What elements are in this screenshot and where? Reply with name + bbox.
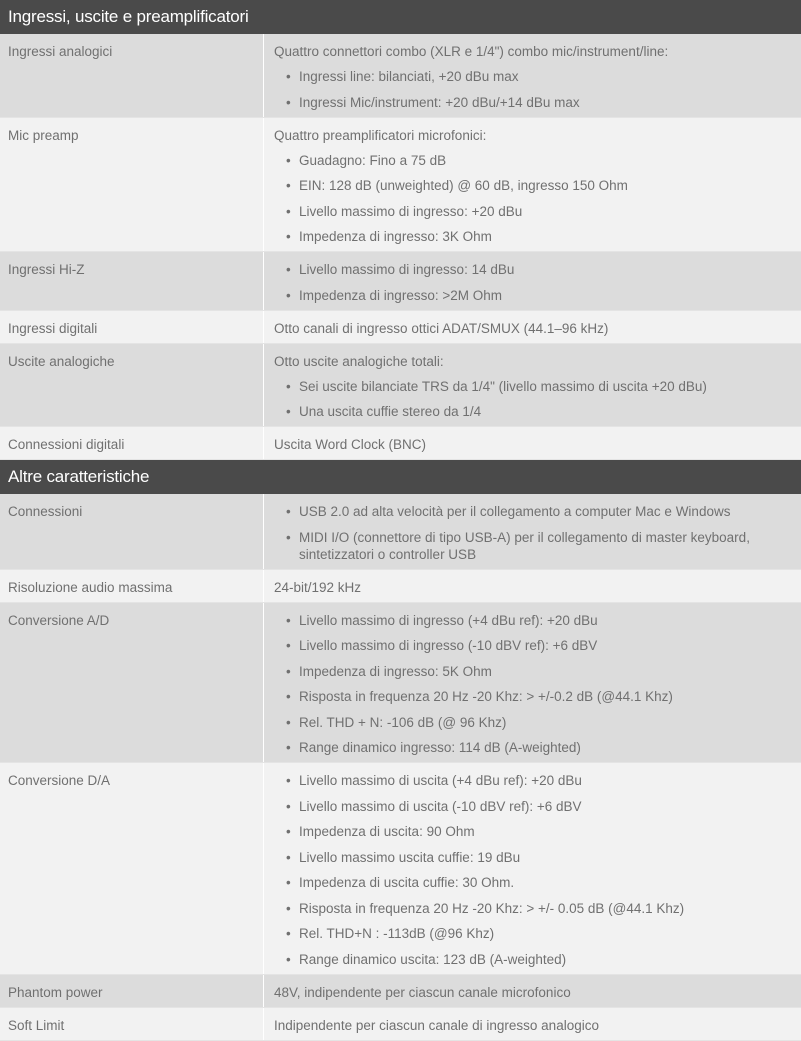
list-item-text: Impedenza di uscita: 90 Ohm bbox=[299, 824, 475, 839]
list-item-text: Livello massimo di uscita (+4 dBu ref): +20 dBu bbox=[299, 773, 582, 788]
bullet-icon: • bbox=[286, 849, 291, 865]
spec-list bbox=[274, 261, 793, 304]
bullet-icon: • bbox=[286, 378, 291, 394]
spec-row bbox=[0, 344, 801, 428]
spec-list bbox=[274, 612, 793, 757]
list-item bbox=[274, 261, 793, 278]
spec-label: Ingressi Hi-Z bbox=[0, 252, 264, 310]
spec-row bbox=[0, 763, 801, 975]
bullet-icon: • bbox=[286, 504, 291, 519]
bullet-icon: • bbox=[286, 69, 291, 84]
list-item-text: USB 2.0 ad alta velocità per il collegamento a computer Mac e Windows bbox=[299, 504, 731, 519]
bullet-icon: • bbox=[286, 203, 291, 219]
list-item-text: Guadagno: Fino a 75 dB bbox=[299, 152, 447, 168]
spec-row bbox=[0, 118, 801, 253]
spec-list bbox=[274, 503, 793, 563]
spec-list bbox=[274, 68, 793, 111]
spec-intro: 24-bit/192 kHz bbox=[274, 579, 362, 595]
list-item-text: Range dinamico ingresso: 114 dB (A-weighted) bbox=[299, 740, 581, 755]
section-header: Ingressi, uscite e preamplificatori bbox=[0, 0, 801, 34]
bullet-icon: • bbox=[286, 663, 291, 679]
list-item bbox=[274, 177, 793, 194]
spec-label: Conversione A/D bbox=[0, 603, 264, 763]
list-item-text: Livello massimo di ingresso: +20 dBu bbox=[299, 203, 523, 219]
list-item bbox=[274, 663, 793, 680]
spec-value bbox=[264, 603, 801, 763]
spec-label: Risoluzione audio massima bbox=[0, 570, 264, 602]
spec-value bbox=[264, 494, 801, 569]
spec-value bbox=[264, 570, 801, 602]
spec-list bbox=[274, 378, 793, 421]
list-item bbox=[274, 849, 793, 866]
spec-label: Conversione D/A bbox=[0, 763, 264, 974]
list-item-text: Livello massimo uscita cuffie: 19 dBu bbox=[299, 849, 521, 865]
list-item bbox=[274, 739, 793, 756]
bullet-icon: • bbox=[286, 951, 291, 967]
list-item-text: Una uscita cuffie stereo da 1/4 bbox=[299, 404, 482, 419]
spec-label: Soft Limit bbox=[0, 1008, 264, 1040]
spec-label: Connessioni digitali bbox=[0, 427, 264, 459]
spec-label: Connessioni bbox=[0, 494, 264, 569]
spec-value bbox=[264, 763, 801, 974]
spec-row bbox=[0, 427, 801, 460]
bullet-icon: • bbox=[286, 94, 291, 110]
list-item-text: Risposta in frequenza 20 Hz -20 Khz: > +/- 0.05 dB (@44.1 Khz) bbox=[299, 900, 685, 916]
spec-value bbox=[264, 975, 801, 1007]
spec-row bbox=[0, 252, 801, 311]
list-item-text: Rel. THD + N: -106 dB (@ 96 Khz) bbox=[299, 714, 507, 730]
list-item bbox=[274, 874, 793, 891]
spec-row bbox=[0, 975, 801, 1008]
spec-label: Ingressi analogici bbox=[0, 34, 264, 117]
bullet-icon: • bbox=[286, 926, 291, 941]
spec-intro: Indipendente per ciascun canale di ingresso analogico bbox=[274, 1017, 599, 1033]
spec-label: Ingressi digitali bbox=[0, 311, 264, 343]
list-item-text: EIN: 128 dB (unweighted) @ 60 dB, ingresso 150 Ohm bbox=[299, 178, 628, 193]
list-item-text: Livello massimo di ingresso: 14 dBu bbox=[299, 262, 515, 277]
list-item-text: Rel. THD+N : -113dB (@96 Khz) bbox=[299, 926, 495, 941]
list-item bbox=[274, 529, 793, 563]
list-item bbox=[274, 287, 793, 304]
bullet-icon: • bbox=[286, 798, 291, 814]
spec-label: Phantom power bbox=[0, 975, 264, 1007]
spec-intro: Quattro preamplificatori microfonici: bbox=[274, 127, 487, 143]
bullet-icon: • bbox=[286, 262, 291, 277]
bullet-icon: • bbox=[286, 740, 291, 755]
list-item bbox=[274, 688, 793, 705]
spec-intro: Uscita Word Clock (BNC) bbox=[274, 437, 427, 452]
list-item-text: Risposta in frequenza 20 Hz -20 Khz: > +/-0.2 dB (@44.1 Khz) bbox=[299, 689, 673, 704]
spec-value bbox=[264, 344, 801, 427]
list-item bbox=[274, 798, 793, 815]
spec-intro: Otto uscite analogiche totali: bbox=[274, 353, 444, 369]
bullet-icon: • bbox=[286, 612, 291, 628]
spec-value bbox=[264, 252, 801, 310]
spec-value bbox=[264, 311, 801, 343]
list-item bbox=[274, 403, 793, 420]
bullet-icon: • bbox=[286, 773, 291, 788]
list-item-text: Ingressi Mic/instrument: +20 dBu/+14 dBu max bbox=[299, 94, 580, 110]
list-item bbox=[274, 951, 793, 968]
bullet-icon: • bbox=[286, 824, 291, 839]
list-item bbox=[274, 94, 793, 111]
bullet-icon: • bbox=[286, 287, 291, 303]
list-item bbox=[274, 612, 793, 629]
spec-list bbox=[274, 772, 793, 968]
list-item bbox=[274, 503, 793, 520]
bullet-icon: • bbox=[286, 689, 291, 704]
list-item bbox=[274, 823, 793, 840]
bullet-icon: • bbox=[286, 404, 291, 419]
list-item bbox=[274, 925, 793, 942]
spec-row bbox=[0, 1008, 801, 1041]
list-item-text: Impedenza di ingresso: 5K Ohm bbox=[299, 663, 492, 679]
bullet-icon: • bbox=[286, 714, 291, 730]
spec-intro: 48V, indipendente per ciascun canale microfonico bbox=[274, 984, 571, 1000]
list-item bbox=[274, 378, 793, 395]
spec-list bbox=[274, 152, 793, 246]
bullet-icon: • bbox=[286, 900, 291, 916]
spec-label: Uscite analogiche bbox=[0, 344, 264, 427]
spec-value bbox=[264, 1008, 801, 1040]
section-header: Altre caratteristiche bbox=[0, 460, 801, 494]
spec-intro: Otto canali di ingresso ottici ADAT/SMUX (44.1–96 kHz) bbox=[274, 320, 609, 336]
list-item bbox=[274, 714, 793, 731]
spec-row bbox=[0, 494, 801, 570]
spec-value bbox=[264, 118, 801, 252]
spec-row bbox=[0, 570, 801, 603]
bullet-icon: • bbox=[286, 875, 291, 890]
list-item bbox=[274, 203, 793, 220]
bullet-icon: • bbox=[286, 529, 291, 545]
bullet-icon: • bbox=[286, 152, 291, 168]
list-item-text: Ingressi line: bilanciati, +20 dBu max bbox=[299, 69, 519, 84]
list-item-text: Sei uscite bilanciate TRS da 1/4" (livello massimo di uscita +20 dBu) bbox=[299, 378, 707, 394]
list-item-text: Livello massimo di uscita (-10 dBV ref): +6 dBV bbox=[299, 798, 582, 814]
list-item-text: Range dinamico uscita: 123 dB (A-weighted) bbox=[299, 951, 567, 967]
spec-intro: Quattro connettori combo (XLR e 1/4") combo mic/instrument/line: bbox=[274, 44, 669, 59]
list-item-text: Impedenza di ingresso: >2M Ohm bbox=[299, 287, 502, 303]
spec-row bbox=[0, 34, 801, 118]
list-item-text: Impedenza di ingresso: 3K Ohm bbox=[299, 229, 492, 244]
list-item bbox=[274, 900, 793, 917]
bullet-icon: • bbox=[286, 638, 291, 653]
list-item bbox=[274, 152, 793, 169]
list-item-text: Livello massimo di ingresso (-10 dBV ref): +6 dBV bbox=[299, 638, 598, 653]
spec-value bbox=[264, 427, 801, 459]
list-item bbox=[274, 772, 793, 789]
spec-row bbox=[0, 311, 801, 344]
spec-value bbox=[264, 34, 801, 117]
list-item bbox=[274, 228, 793, 245]
bullet-icon: • bbox=[286, 178, 291, 193]
list-item bbox=[274, 637, 793, 654]
spec-row bbox=[0, 603, 801, 764]
list-item-text: MIDI I/O (connettore di tipo USB-A) per il collegamento di master keyboard, sintetizzatori o controller USB bbox=[299, 529, 750, 562]
list-item bbox=[274, 68, 793, 85]
list-item-text: Livello massimo di ingresso (+4 dBu ref): +20 dBu bbox=[299, 612, 598, 628]
list-item-text: Impedenza di uscita cuffie: 30 Ohm. bbox=[299, 875, 515, 890]
bullet-icon: • bbox=[286, 229, 291, 244]
spec-label: Mic preamp bbox=[0, 118, 264, 252]
